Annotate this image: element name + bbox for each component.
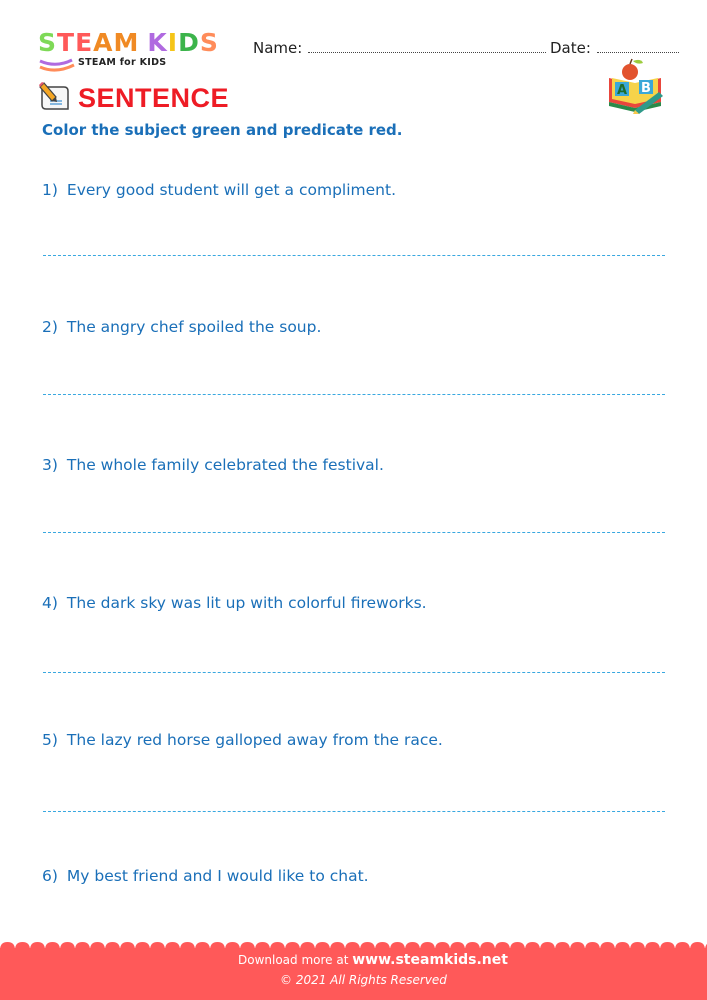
date-label: Date:	[550, 39, 591, 57]
question-item	[42, 318, 321, 336]
name-label: Name:	[253, 39, 303, 57]
logo-letter: I	[167, 28, 179, 57]
logo-wordmark	[38, 28, 219, 58]
question-text: The dark sky was lit up with colorful fireworks.	[66, 594, 427, 612]
date-field[interactable]	[550, 39, 679, 57]
question-text: The lazy red horse galloped away from the race.	[66, 731, 443, 749]
question-item	[42, 594, 427, 612]
footer-url-link[interactable]: www.steamkids.net	[352, 952, 508, 968]
footer-download-prefix: Download more at	[238, 953, 349, 967]
question-number: 2)	[42, 318, 58, 336]
question-number: 3)	[42, 456, 58, 474]
logo-letter: S	[199, 28, 219, 57]
svg-text:A: A	[617, 83, 628, 98]
logo-letter: E	[75, 28, 94, 57]
question-text: Every good student will get a compliment.	[66, 181, 396, 199]
steam-kids-logo	[38, 28, 238, 73]
question-item	[42, 456, 384, 474]
question-text: My best friend and I would like to chat.	[66, 867, 369, 885]
instruction-text: Color the subject green and predicate red.	[42, 121, 403, 139]
footer-copyright: © 2021 All Rights Reserved	[280, 973, 447, 987]
question-item	[42, 867, 369, 885]
question-item	[42, 731, 443, 749]
abc-book-icon	[605, 58, 667, 114]
logo-letter: M	[113, 28, 140, 57]
question-text: The whole family celebrated the festival.	[66, 456, 384, 474]
question-number: 1)	[42, 181, 58, 199]
question-item	[42, 181, 396, 199]
question-number: 4)	[42, 594, 58, 612]
pencil-paper-icon	[38, 81, 72, 113]
footer-download	[238, 952, 508, 968]
logo-letter: T	[57, 28, 76, 57]
answer-line	[43, 811, 665, 812]
logo-swoosh-icon	[38, 58, 78, 74]
page-title: SENTENCE	[78, 83, 230, 113]
answer-line	[43, 672, 665, 673]
svg-text:B: B	[641, 81, 651, 96]
answer-line	[43, 394, 665, 395]
answer-line	[43, 255, 665, 256]
date-blank[interactable]	[597, 42, 679, 53]
question-number: 5)	[42, 731, 58, 749]
question-number: 6)	[42, 867, 58, 885]
name-blank[interactable]	[308, 42, 546, 53]
answer-line	[43, 532, 665, 533]
logo-letter: K	[147, 28, 168, 57]
question-text: The angry chef spoiled the soup.	[66, 318, 322, 336]
logo-letter: D	[178, 28, 200, 57]
logo-tagline: STEAM for KIDS	[78, 57, 167, 68]
logo-letter: S	[38, 28, 58, 57]
name-field[interactable]	[253, 39, 546, 57]
logo-letter: A	[93, 28, 114, 57]
